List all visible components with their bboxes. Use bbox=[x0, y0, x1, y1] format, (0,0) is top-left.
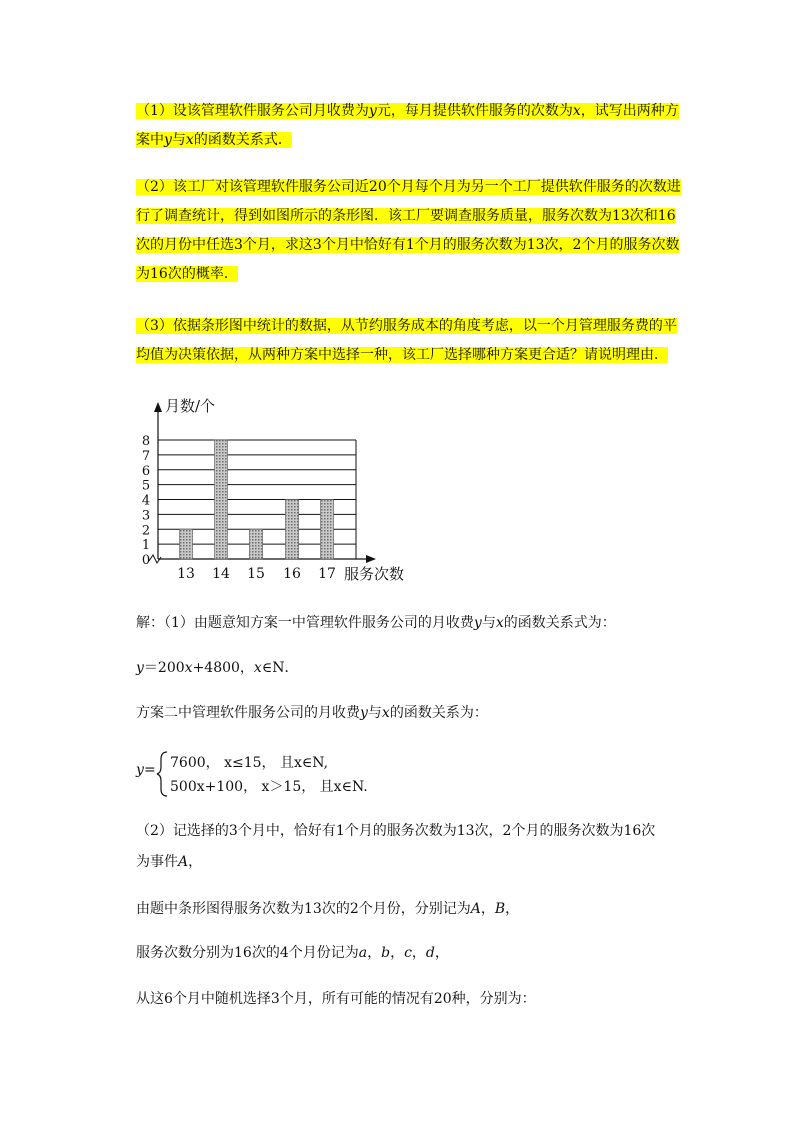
bar bbox=[321, 500, 334, 560]
y-tick-label: 4 bbox=[141, 493, 151, 509]
solution-line-5: 由题中条形图得服务次数为13次的2个月份，分别记为A，B， bbox=[136, 901, 520, 917]
y-tick-label: 7 bbox=[141, 448, 151, 464]
question-part-3 bbox=[136, 312, 681, 370]
bar bbox=[180, 529, 193, 559]
bar bbox=[215, 440, 228, 559]
y-axis-arrow bbox=[154, 402, 162, 412]
y-tick-label: 0 bbox=[141, 553, 151, 568]
x-axis-arrow bbox=[366, 555, 376, 563]
piecewise-case-2: 500x+100， x＞15， 且x∈N. bbox=[170, 779, 368, 795]
q3-highlight: （3）依据条形图中统计的数据，从节约服务成本的角度考虑，以一个月管理服务费的平均值为决策依据，从两种方案中选择一种，该工厂选择哪种方案更合适？请说明理由． bbox=[136, 318, 677, 363]
solution-line-6: 服务次数分别为16次的4个月份记为a，b，c，d， bbox=[136, 945, 449, 961]
solution-line-7: 从这6个月中随机选择3个月，所有可能的情况有20种，分别为： bbox=[136, 991, 536, 1007]
y-tick-label: 2 bbox=[141, 523, 151, 539]
x-tick-label: 13 bbox=[177, 566, 195, 582]
axis-break-mark bbox=[149, 555, 161, 563]
left-brace bbox=[155, 750, 169, 798]
y-tick-label: 5 bbox=[141, 478, 151, 494]
piecewise-lhs: y bbox=[136, 762, 144, 778]
bar-chart bbox=[138, 392, 428, 592]
y-tick-label: 8 bbox=[141, 434, 151, 449]
solution-line-3: 方案二中管理软件服务公司的月收费y与x的函数关系为： bbox=[136, 705, 488, 721]
solution-formula-1: y＝200x+4800，x∈N． bbox=[136, 660, 299, 676]
solution-line-4a: （2）记选择的3个月中，恰好有1个月的服务次数为13次，2个月的服务次数为16次 bbox=[136, 823, 656, 839]
y-tick-label: 3 bbox=[141, 508, 151, 524]
bar bbox=[286, 500, 299, 560]
bar bbox=[250, 529, 263, 559]
q2-highlight: （2）该工厂对该管理软件服务公司近20个月每个月为另一个工厂提供软件服务的次数进行了调查统计，得到如图所示的条形图．该工厂要调查服务质量，服务次数为13次和16次的月份中任选3个月，求这3个月中恰好有1个月的服务次数为13次，2个月的服务次数为16次的概率． bbox=[136, 179, 681, 282]
question-part-1 bbox=[136, 97, 681, 155]
x-tick-label: 16 bbox=[283, 566, 301, 582]
piecewise-case-1: 7600， x≤15， 且x∈N, bbox=[170, 755, 329, 771]
y-axis-title: 月数/个 bbox=[165, 397, 216, 415]
solution-line-1: 解：（1）由题意知方案一中管理软件服务公司的月收费y与x的函数关系式为： bbox=[136, 615, 616, 631]
solution-line-4b: 为事件A， bbox=[136, 854, 203, 870]
q1-highlight: （1）设该管理软件服务公司月收费为y元，每月提供软件服务的次数为x，试写出两种方案中y与x的函数关系式． bbox=[136, 103, 679, 148]
x-tick-label: 17 bbox=[318, 566, 336, 582]
y-tick-label: 6 bbox=[141, 463, 151, 479]
piecewise-eq: = bbox=[144, 762, 156, 778]
question-part-2 bbox=[136, 173, 681, 289]
y-tick-label: 1 bbox=[141, 538, 151, 554]
x-axis-title: 服务次数 bbox=[344, 565, 405, 583]
x-tick-label: 14 bbox=[212, 566, 230, 582]
x-tick-label: 15 bbox=[247, 566, 265, 582]
